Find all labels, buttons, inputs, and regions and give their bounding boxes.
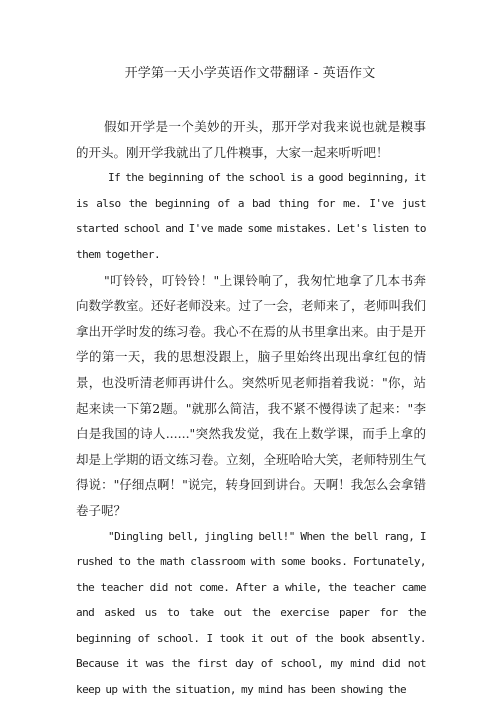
paragraph-chinese-story: "叮铃铃，叮铃铃！"上课铃响了，我匆忙地拿了几本书奔向数学教室。还好老师没来。过了一会，老师来了，老师叫我们拿出开学时发的练习卷。我心不在焉的从书里拿出来。由于是开学的第一天，我的思想没跟上，脑子里始终出现出拿红包的情景，也没听清老师再讲什么。突然听见老师指着我说："你，站起来读一下第2题。"就那么简洁，我不紧不慢得读了起来："李白是我国的诗人......"突然我发觉，我在上数学课，而手上拿的却是上学期的语文练习卷。立刻，全班哈哈大笑，老师特别生气得说："仔细点啊！"说完，转身回到讲台。天啊！我怎么会拿错卷子呢？ <box>76 272 427 518</box>
paragraph-english-story: "Dingling bell, jingling bell!" When the bell rang, I rushed to the math classroom with some books. Fortunately, the teacher did not come. After a while, the teacher came and asked us to take out the exercise paper for the beginning of school. I took it out of the book absently. Because it was the first day of school, my mind did not keep up with the situation, my mind has been showing the <box>76 529 426 697</box>
paragraph-chinese-intro: 假如开学是一个美妙的开头，那开学对我来说也就是糗事的开头。刚开学我就出了几件糗事，大家一起来听听吧！ <box>76 119 426 160</box>
document-body <box>76 114 426 703</box>
document-title: 开学第一天小学英语作文带翻译 - 英语作文 <box>124 66 376 81</box>
paragraph-english-intro: If the beginning of the school is a good beginning, it is also the beginning of a bad thing for me. I've just started school and I've made some mistakes. Let's listen to them together. <box>76 171 426 261</box>
